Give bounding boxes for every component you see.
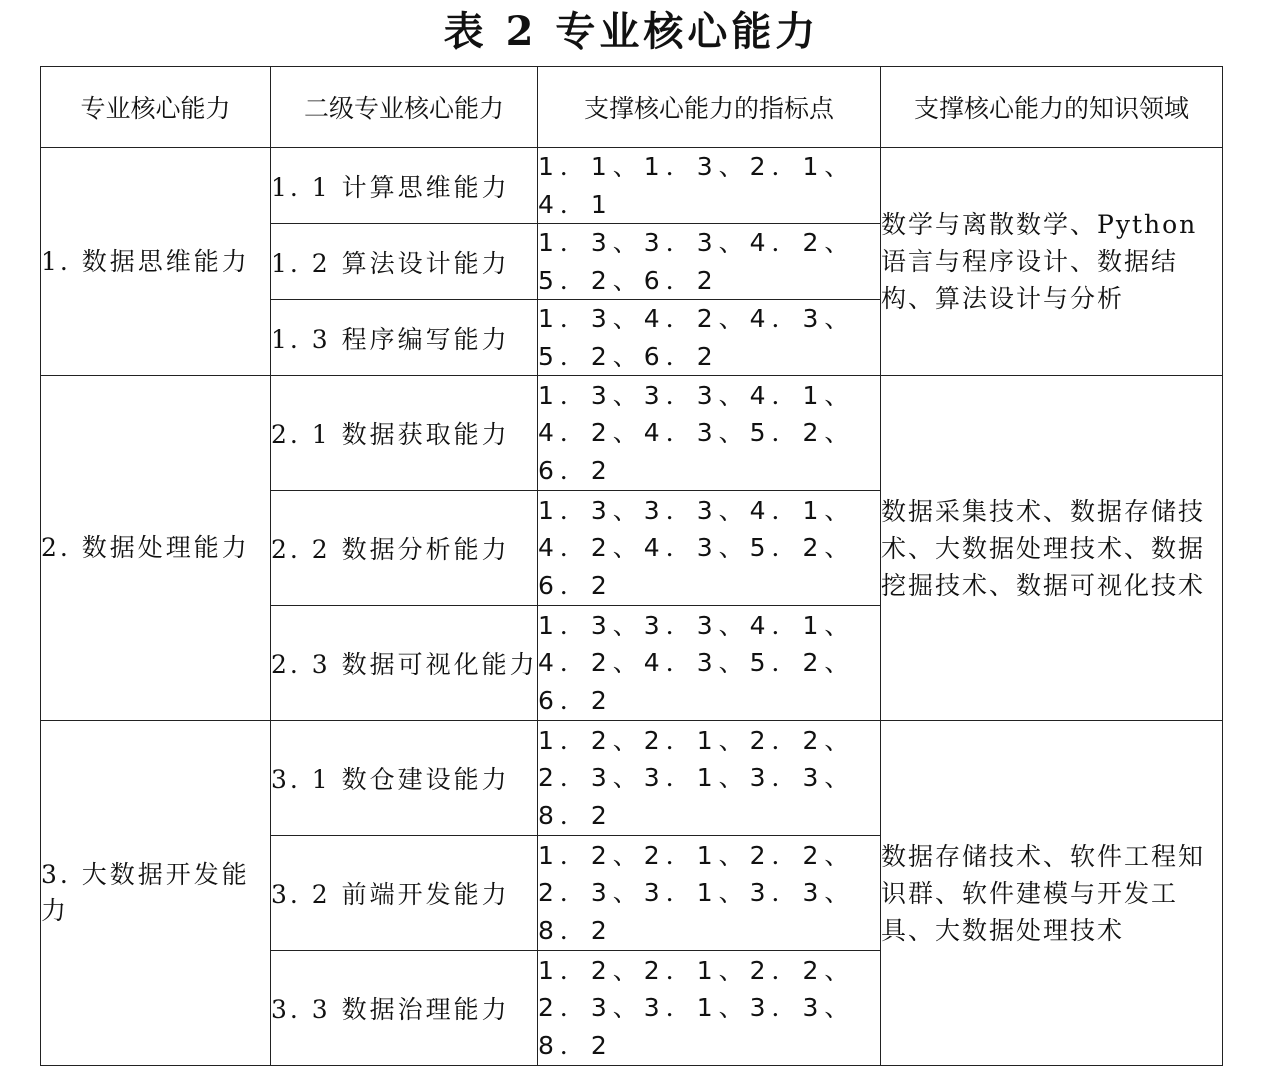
table-row [41, 721, 1223, 836]
header-row [41, 67, 1223, 148]
header-knowledge-areas: 支撑核心能力的知识领域 [881, 67, 1223, 148]
secondary-competency-cell: 1. 2 算法设计能力 [271, 224, 538, 300]
secondary-competency-cell: 3. 1 数仓建设能力 [271, 721, 538, 836]
indicator-cell: 1．3、4．2、4．3、5．2、6．2 [538, 300, 881, 376]
header-secondary-competency: 二级专业核心能力 [271, 67, 538, 148]
knowledge-area-cell: 数学与离散数学、Python语言与程序设计、数据结构、算法设计与分析 [881, 148, 1223, 376]
core-competency-cell: 1. 数据思维能力 [41, 148, 271, 376]
indicator-cell: 1．3、3．3、4．1、4．2、4．3、5．2、6．2 [538, 491, 881, 606]
secondary-competency-cell: 2. 3 数据可视化能力 [271, 606, 538, 721]
table-title: 表 2 专业核心能力 [443, 8, 820, 55]
secondary-competency-cell: 1. 3 程序编写能力 [271, 300, 538, 376]
indicator-cell: 1．2、2．1、2．2、2．3、3．1、3．3、8．2 [538, 951, 881, 1066]
core-competency-cell: 3. 大数据开发能力 [41, 721, 271, 1066]
indicator-cell: 1．3、3．3、4．2、5．2、6．2 [538, 224, 881, 300]
indicator-cell: 1．1、1．3、2．1、4．1 [538, 148, 881, 224]
indicator-cell: 1．2、2．1、2．2、2．3、3．1、3．3、8．2 [538, 836, 881, 951]
secondary-competency-cell: 3. 3 数据治理能力 [271, 951, 538, 1066]
knowledge-area-cell: 数据采集技术、数据存储技术、大数据处理技术、数据挖掘技术、数据可视化技术 [881, 376, 1223, 721]
header-core-competency: 专业核心能力 [41, 67, 271, 148]
table-row [41, 376, 1223, 491]
core-competency-cell: 2. 数据处理能力 [41, 376, 271, 721]
secondary-competency-cell: 2. 2 数据分析能力 [271, 491, 538, 606]
knowledge-area-cell: 数据存储技术、软件工程知识群、软件建模与开发工具、大数据处理技术 [881, 721, 1223, 1066]
indicator-cell: 1．2、2．1、2．2、2．3、3．1、3．3、8．2 [538, 721, 881, 836]
core-competency-table [40, 66, 1223, 1066]
secondary-competency-cell: 2. 1 数据获取能力 [271, 376, 538, 491]
indicator-cell: 1．3、3．3、4．1、4．2、4．3、5．2、6．2 [538, 376, 881, 491]
header-indicators: 支撑核心能力的指标点 [538, 67, 881, 148]
secondary-competency-cell: 3. 2 前端开发能力 [271, 836, 538, 951]
secondary-competency-cell: 1. 1 计算思维能力 [271, 148, 538, 224]
indicator-cell: 1．3、3．3、4．1、4．2、4．3、5．2、6．2 [538, 606, 881, 721]
table-row [41, 148, 1223, 224]
